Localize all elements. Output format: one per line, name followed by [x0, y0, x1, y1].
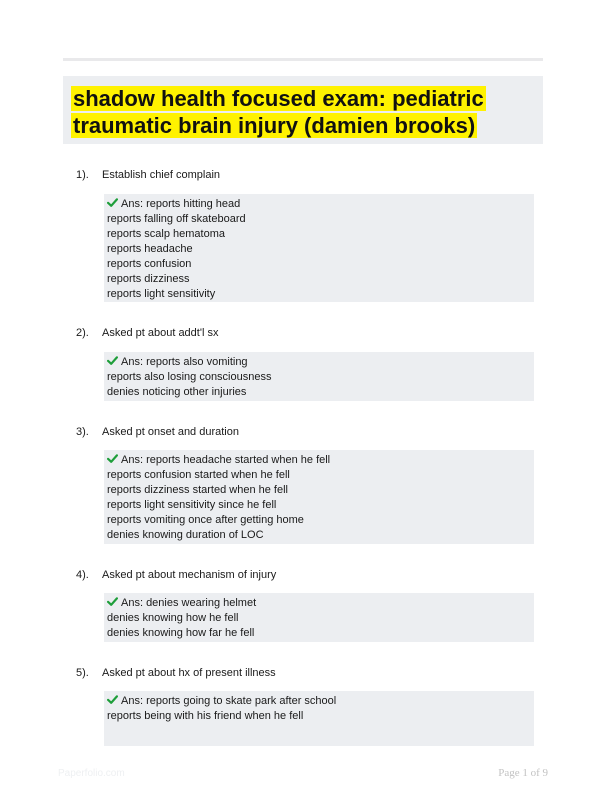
answer-text: Ans: reports also vomiting [121, 356, 248, 368]
document-title [71, 85, 535, 139]
check-icon [107, 197, 118, 208]
answer-box-5 [104, 691, 534, 746]
answer-line: reports headache [107, 243, 193, 255]
page-number: Page 1 of 9 [498, 767, 548, 779]
question-number: 3). [76, 426, 89, 438]
check-icon [107, 694, 118, 705]
answer-box-1 [104, 194, 534, 302]
question-number: 5). [76, 667, 89, 679]
answer-line: denies knowing duration of LOC [107, 529, 264, 541]
answer-line: reports light sensitivity [107, 288, 216, 300]
check-icon [107, 453, 118, 464]
answer-line [107, 694, 534, 709]
answer-line: reports dizziness [107, 273, 190, 285]
answer-line: reports confusion started when he fell [107, 469, 290, 481]
question-text: Establish chief complain [102, 169, 221, 181]
answer-text: Ans: reports hitting head [121, 198, 241, 210]
answer-line [107, 596, 534, 611]
answer-line [107, 453, 534, 468]
answer-text: Ans: reports headache started when he fell [121, 454, 331, 466]
footer-watermark: Paperfolio.com [58, 768, 125, 779]
top-divider [63, 58, 543, 61]
answer-line: reports also losing consciousness [107, 371, 272, 383]
answer-box-3 [104, 450, 534, 544]
answer-box-4 [104, 593, 534, 642]
answer-line [107, 197, 534, 212]
answer-line [107, 355, 534, 370]
title-box [63, 76, 543, 144]
answer-line: reports confusion [107, 258, 192, 270]
answer-line: reports light sensitivity since he fell [107, 499, 277, 511]
question-number: 1). [76, 169, 89, 181]
answer-line: reports scalp hematoma [107, 228, 225, 240]
answer-line: reports being with his friend when he fell [107, 710, 304, 722]
question-text: Asked pt onset and duration [102, 426, 239, 438]
answer-line: denies knowing how far he fell [107, 627, 255, 639]
answer-text: Ans: denies wearing helmet [121, 597, 257, 609]
check-icon [107, 596, 118, 607]
question-text: Asked pt about mechanism of injury [102, 569, 277, 581]
answer-line: reports dizziness started when he fell [107, 484, 288, 496]
question-text: Asked pt about addt'l sx [102, 327, 219, 339]
document-title-text: shadow health focused exam: pediatric traumatic brain injury (damien brooks) [73, 86, 484, 138]
check-icon [107, 355, 118, 366]
answer-text: Ans: reports going to skate park after school [121, 695, 337, 707]
answer-line: denies knowing how he fell [107, 612, 239, 624]
question-text: Asked pt about hx of present illness [102, 667, 276, 679]
question-number: 4). [76, 569, 89, 581]
answer-line: reports vomiting once after getting home [107, 514, 304, 526]
answer-line: denies noticing other injuries [107, 386, 247, 398]
answer-line: reports falling off skateboard [107, 213, 246, 225]
question-number: 2). [76, 327, 89, 339]
answer-box-2 [104, 352, 534, 401]
